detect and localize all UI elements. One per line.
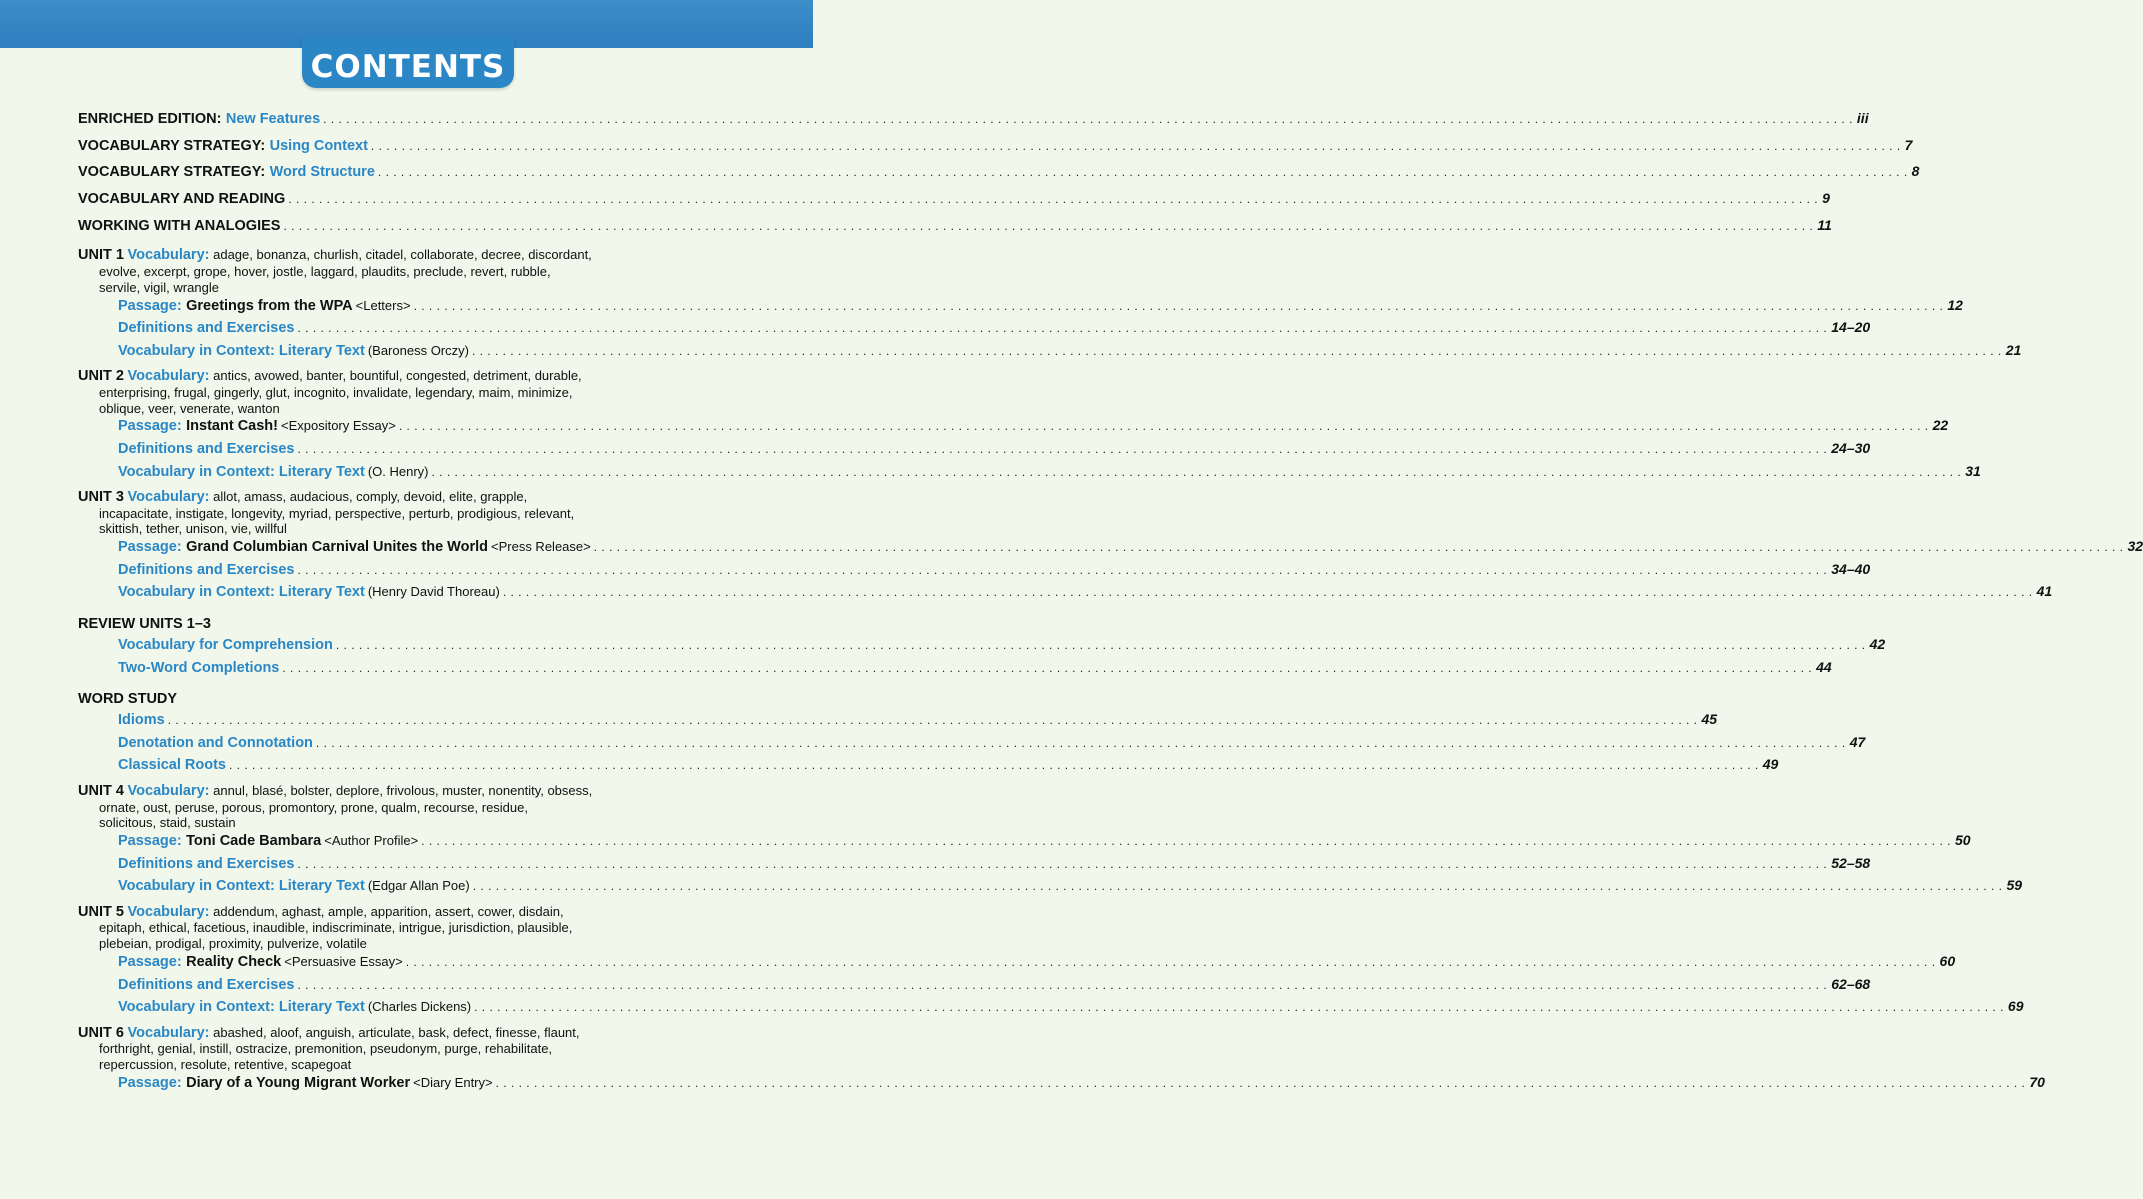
- passage-type: <Expository Essay>: [280, 418, 396, 434]
- context-author: (O. Henry): [367, 463, 429, 479]
- passage-label: Passage:: [118, 1074, 182, 1091]
- dot-leader: . . . . . . . . . . . . . . . . . . . . . . . . . . . . . . . . . . . . . . . . . . . . . . . . . . . . . . . . . . . . . . . . . . . . . . . . . . . . . . . . . . . . . . . . . . . . . . . . . . . . . . . . . . . . . . . . . . . . . . . . . . . . . . . . . . . . . . . . . . . . . . . . . . . . . . . . . . . . . . . . . . . . . . . . . . . . . . . . . . . . . . . . . . . . . . . . . . . . . . . .: [502, 585, 2033, 600]
- entry-caps: VOCABULARY STRATEGY:: [78, 137, 266, 154]
- passage-title: Instant Cash!: [186, 418, 278, 435]
- dot-leader: . . . . . . . . . . . . . . . . . . . . . . . . . . . . . . . . . . . . . . . . . . . . . . . . . . . . . . . . . . . . . . . . . . . . . . . . . . . . . . . . . . . . . . . . . . . . . . . . . . . . . . . . . . . . . . . . . . . . . . . . . . . . . . . . . . . . . . . . . . . . . . . . . . . . . . . . . . . . . . . . . . . . . . . . . . . . . . . . . . . . . . . . . . . . . . . . . . . . . . . .: [335, 638, 1866, 653]
- entry-label: Classical Roots: [118, 757, 226, 774]
- vocabulary-words: allot, amass, audacious, comply, devoid, elite, grapple,: [213, 489, 528, 505]
- page-number: 45: [1701, 711, 1718, 728]
- page-number: 12: [1947, 296, 1963, 313]
- unit-6: [78, 1024, 2045, 1097]
- vocabulary-words: abashed, aloof, anguish, articulate, bask, defect, finesse, flaunt,: [213, 1024, 580, 1040]
- page-number: 22: [1932, 417, 1949, 434]
- context-entry[interactable]: [78, 341, 2022, 365]
- definitions-label: Definitions and Exercises: [118, 976, 295, 993]
- page-number: 44: [1816, 658, 1832, 675]
- unit-heading: [78, 368, 750, 385]
- passage-entry[interactable]: [78, 832, 1971, 855]
- page-number: 60: [1939, 953, 1956, 969]
- dot-leader: . . . . . . . . . . . . . . . . . . . . . . . . . . . . . . . . . . . . . . . . . . . . . . . . . . . . . . . . . . . . . . . . . . . . . . . . . . . . . . . . . . . . . . . . . . . . . . . . . . . . . . . . . . . . . . . . . . . . . . . . . . . . . . . . . . . . . . . . . . . . . . . . . . . . . . . . . . . . . . . . . . . . . . . . . . . . . . . . . . . . . . . . . . . . . . . . . . . . . . . .: [405, 955, 1936, 969]
- context-label: Vocabulary in Context: Literary Text: [118, 584, 365, 601]
- definitions-label: Definitions and Exercises: [118, 561, 295, 578]
- vocabulary-words-continued: [78, 264, 750, 296]
- words-line: plebeian, prodigal, proximity, pulverize, volatile: [99, 936, 367, 952]
- dot-leader: . . . . . . . . . . . . . . . . . . . . . . . . . . . . . . . . . . . . . . . . . . . . . . . . . . . . . . . . . . . . . . . . . . . . . . . . . . . . . . . . . . . . . . . . . . . . . . . . . . . . . . . . . . . . . . . . . . . . . . . . . . . . . . . . . . . . . . . . . . . . . . . . . . . . . . . . . . . . . . . . . . . . . . . . . . . . . . . . . . . . . . . . . . . . . . . . . . . . . . . .: [283, 218, 1814, 233]
- entry-caps: VOCABULARY STRATEGY:: [78, 164, 266, 181]
- context-label: Vocabulary in Context: Literary Text: [118, 463, 365, 480]
- passage-type: <Diary Entry>: [413, 1074, 493, 1090]
- vocabulary-words-continued: [78, 385, 750, 417]
- page-number: 70: [2029, 1073, 2045, 1090]
- context-label: Vocabulary in Context: Literary Text: [118, 342, 365, 359]
- word-study-entry[interactable]: [78, 711, 1718, 734]
- definitions-label: Definitions and Exercises: [118, 855, 295, 872]
- entry-label: Idioms: [118, 712, 165, 729]
- toc-entry[interactable]: [78, 216, 1832, 244]
- dot-leader: . . . . . . . . . . . . . . . . . . . . . . . . . . . . . . . . . . . . . . . . . . . . . . . . . . . . . . . . . . . . . . . . . . . . . . . . . . . . . . . . . . . . . . . . . . . . . . . . . . . . . . . . . . . . . . . . . . . . . . . . . . . . . . . . . . . . . . . . . . . . . . . . . . . . . . . . . . . . . . . . . . . . . . . . . . . . . . . . . . . . . . . . . . . . . . . . . . . . . . . .: [297, 562, 1828, 577]
- context-author: (Baroness Orczy): [367, 342, 469, 358]
- words-line: servile, vigil, wrangle: [99, 279, 219, 295]
- unit-label: UNIT 1: [78, 247, 124, 264]
- page-number: 47: [1849, 733, 1866, 750]
- passage-title: Diary of a Young Migrant Worker: [186, 1074, 411, 1091]
- entry-caps: WORKING WITH ANALOGIES: [78, 217, 281, 234]
- dot-leader: . . . . . . . . . . . . . . . . . . . . . . . . . . . . . . . . . . . . . . . . . . . . . . . . . . . . . . . . . . . . . . . . . . . . . . . . . . . . . . . . . . . . . . . . . . . . . . . . . . . . . . . . . . . . . . . . . . . . . . . . . . . . . . . . . . . . . . . . . . . . . . . . . . . . . . . . . . . . . . . . . . . . . . . . . . . . . . . . . . . . . . . . . . . . . . . . . . . . . . . .: [297, 321, 1828, 336]
- unit-1: [78, 247, 2022, 364]
- vocabulary-label: Vocabulary:: [127, 783, 210, 800]
- unit-label: UNIT 6: [78, 1024, 124, 1041]
- definitions-label: Definitions and Exercises: [118, 441, 295, 457]
- passage-type: <Letters>: [355, 297, 411, 313]
- dot-leader: . . . . . . . . . . . . . . . . . . . . . . . . . . . . . . . . . . . . . . . . . . . . . . . . . . . . . . . . . . . . . . . . . . . . . . . . . . . . . . . . . . . . . . . . . . . . . . . . . . . . . . . . . . . . . . . . . . . . . . . . . . . . . . . . . . . . . . . . . . . . . . . . . . . . . . . . . . . . . . . . . . . . . . . . . . . . . . . . . . . . . . . . . . . . . . . . . . . . . . . .: [474, 1000, 2004, 1015]
- context-entry[interactable]: [78, 998, 2024, 1021]
- dot-leader: . . . . . . . . . . . . . . . . . . . . . . . . . . . . . . . . . . . . . . . . . . . . . . . . . . . . . . . . . . . . . . . . . . . . . . . . . . . . . . . . . . . . . . . . . . . . . . . . . . . . . . . . . . . . . . . . . . . . . . . . . . . . . . . . . . . . . . . . . . . . . . . . . . . . . . . . . . . . . . . . . . . . . . . . . . . . . . . . . . . . . . . . . . . . . . . . . . . . . . . .: [297, 977, 1828, 992]
- page-number: 59: [2006, 877, 2023, 894]
- context-entry[interactable]: [78, 877, 2023, 900]
- unit-label: UNIT 3: [78, 489, 124, 506]
- words-line: skittish, tether, unison, vie, willful: [99, 521, 287, 537]
- page-number: 8: [1911, 163, 1920, 180]
- unit-heading: [78, 489, 750, 506]
- page-number: 24–30: [1831, 440, 1871, 456]
- words-line: forthright, genial, instill, ostracize, premonition, pseudonym, purge, rehabilitate,: [99, 1041, 553, 1057]
- page-number: 31: [1965, 462, 1981, 479]
- context-entry[interactable]: [78, 462, 1981, 486]
- vocabulary-label: Vocabulary:: [127, 1024, 210, 1041]
- unit-label: UNIT 4: [78, 783, 124, 800]
- definitions-entry[interactable]: [78, 854, 1871, 878]
- toc-entry[interactable]: [78, 110, 1869, 137]
- context-label: Vocabulary in Context: Literary Text: [118, 999, 365, 1016]
- dot-leader: . . . . . . . . . . . . . . . . . . . . . . . . . . . . . . . . . . . . . . . . . . . . . . . . . . . . . . . . . . . . . . . . . . . . . . . . . . . . . . . . . . . . . . . . . . . . . . . . . . . . . . . . . . . . . . . . . . . . . . . . . . . . . . . . . . . . . . . . . . . . . . . . . . . . . . . . . . . . . . . . . . . . . . . . . . . . . . . . . . . . . . . . . . . . . . . . . . . . . . . .: [370, 138, 1901, 153]
- passage-title: Toni Cade Bambara: [186, 833, 322, 850]
- dot-leader: . . . . . . . . . . . . . . . . . . . . . . . . . . . . . . . . . . . . . . . . . . . . . . . . . . . . . . . . . . . . . . . . . . . . . . . . . . . . . . . . . . . . . . . . . . . . . . . . . . . . . . . . . . . . . . . . . . . . . . . . . . . . . . . . . . . . . . . . . . . . . . . . . . . . . . . . . . . . . . . . . . . . . . . . . . . . . . . . . . . . . . . . . . . . . . . . . . . . . . . .: [282, 660, 1813, 675]
- words-line: incapacitate, instigate, longevity, myriad, perspective, perturb, prodigious, relevant,: [99, 505, 575, 521]
- dot-leader: . . . . . . . . . . . . . . . . . . . . . . . . . . . . . . . . . . . . . . . . . . . . . . . . . . . . . . . . . . . . . . . . . . . . . . . . . . . . . . . . . . . . . . . . . . . . . . . . . . . . . . . . . . . . . . . . . . . . . . . . . . . . . . . . . . . . . . . . . . . . . . . . . . . . . . . . . . . . . . . . . . . . . . . . . . . . . . . . . . . . . . . . . . . . . . . . . . . . . . . .: [288, 192, 1819, 207]
- passage-entry[interactable]: [78, 1073, 2045, 1097]
- words-line: enterprising, frugal, gingerly, glut, incognito, invalidate, legendary, maim, minimize,: [99, 384, 573, 400]
- unit-heading: [78, 247, 750, 264]
- definitions-entry[interactable]: [78, 319, 1871, 342]
- passage-label: Passage:: [118, 539, 182, 556]
- dot-leader: . . . . . . . . . . . . . . . . . . . . . . . . . . . . . . . . . . . . . . . . . . . . . . . . . . . . . . . . . . . . . . . . . . . . . . . . . . . . . . . . . . . . . . . . . . . . . . . . . . . . . . . . . . . . . . . . . . . . . . . . . . . . . . . . . . . . . . . . . . . . . . . . . . . . . . . . . . . . . . . . . . . . . . . . . . . . . . . . . . . . . . . . . . . . . . . . . . . . . . . .: [471, 343, 2002, 358]
- vocabulary-words: addendum, aghast, ample, apparition, assert, cower, disdain,: [213, 903, 564, 919]
- dot-leader: . . . . . . . . . . . . . . . . . . . . . . . . . . . . . . . . . . . . . . . . . . . . . . . . . . . . . . . . . . . . . . . . . . . . . . . . . . . . . . . . . . . . . . . . . . . . . . . . . . . . . . . . . . . . . . . . . . . . . . . . . . . . . . . . . . . . . . . . . . . . . . . . . . . . . . . . . . . . . . . . . . . . . . . . . . . . . . . . . . . . . . . . . . . . . . . . . . . . . . . .: [472, 879, 2003, 894]
- review-entry[interactable]: [78, 658, 1832, 682]
- passage-type: <Author Profile>: [324, 833, 419, 849]
- context-entry[interactable]: [78, 583, 2053, 606]
- dot-leader: . . . . . . . . . . . . . . . . . . . . . . . . . . . . . . . . . . . . . . . . . . . . . . . . . . . . . . . . . . . . . . . . . . . . . . . . . . . . . . . . . . . . . . . . . . . . . . . . . . . . . . . . . . . . . . . . . . . . . . . . . . . . . . . . . . . . . . . . . . . . . . . . . . . . . . . . . . . . . . . . . . . . . . . . . . . . . . . . . . . . . . . . . . . . . . . . . . . . . . . .: [167, 713, 1698, 728]
- vocabulary-words-continued: [78, 800, 750, 832]
- unit-2: [78, 368, 1981, 485]
- dot-leader: . . . . . . . . . . . . . . . . . . . . . . . . . . . . . . . . . . . . . . . . . . . . . . . . . . . . . . . . . . . . . . . . . . . . . . . . . . . . . . . . . . . . . . . . . . . . . . . . . . . . . . . . . . . . . . . . . . . . . . . . . . . . . . . . . . . . . . . . . . . . . . . . . . . . . . . . . . . . . . . . . . . . . . . . . . . . . . . . . . . . . . . . . . . . . . . . . . . . . . . .: [495, 1075, 2026, 1090]
- review-entry[interactable]: [78, 636, 1886, 659]
- page-number: 50: [1954, 832, 1971, 849]
- passage-entry[interactable]: [78, 417, 1949, 440]
- toc-entry[interactable]: [78, 163, 1920, 190]
- dot-leader: . . . . . . . . . . . . . . . . . . . . . . . . . . . . . . . . . . . . . . . . . . . . . . . . . . . . . . . . . . . . . . . . . . . . . . . . . . . . . . . . . . . . . . . . . . . . . . . . . . . . . . . . . . . . . . . . . . . . . . . . . . . . . . . . . . . . . . . . . . . . . . . . . . . . . . . . . . . . . . . . . . . . . . . . . . . . . . . . . . . . . . . . . . . . . . . . . . . . . . . .: [593, 540, 2124, 555]
- entry-link: New Features: [225, 111, 321, 127]
- unit-4: [78, 783, 2023, 900]
- vocabulary-words-continued: [78, 506, 750, 538]
- dot-leader: . . . . . . . . . . . . . . . . . . . . . . . . . . . . . . . . . . . . . . . . . . . . . . . . . . . . . . . . . . . . . . . . . . . . . . . . . . . . . . . . . . . . . . . . . . . . . . . . . . . . . . . . . . . . . . . . . . . . . . . . . . . . . . . . . . . . . . . . . . . . . . . . . . . . . . . . . . . . . . . . . . . . . . . . . . . . . . . . . . . . . . . . . . . . . . . . . . . . . . . .: [229, 758, 1759, 773]
- unit-label: UNIT 5: [78, 903, 124, 920]
- vocabulary-label: Vocabulary:: [127, 489, 210, 506]
- vocabulary-label: Vocabulary:: [127, 368, 210, 385]
- page-number: 21: [2005, 341, 2022, 358]
- page-number: iii: [1856, 110, 1869, 126]
- unit-heading: [78, 783, 750, 800]
- entry-link: Word Structure: [269, 164, 375, 181]
- passage-label: Passage:: [118, 297, 182, 314]
- word-study-heading: WORD STUDY: [78, 691, 178, 708]
- page-number: 32: [2127, 538, 2143, 555]
- passage-entry[interactable]: [78, 538, 2143, 561]
- context-author: (Edgar Allan Poe): [367, 878, 470, 894]
- unit-3: [78, 489, 2143, 606]
- dot-leader: . . . . . . . . . . . . . . . . . . . . . . . . . . . . . . . . . . . . . . . . . . . . . . . . . . . . . . . . . . . . . . . . . . . . . . . . . . . . . . . . . . . . . . . . . . . . . . . . . . . . . . . . . . . . . . . . . . . . . . . . . . . . . . . . . . . . . . . . . . . . . . . . . . . . . . . . . . . . . . . . . . . . . . . . . . . . . . . . . . . . . . . . . . . . . . . . . . . . . . . .: [323, 112, 1853, 126]
- passage-label: Passage:: [118, 418, 182, 435]
- page-number: 7: [1904, 136, 1913, 153]
- page-number: 9: [1822, 190, 1830, 207]
- definitions-entry[interactable]: [78, 975, 1871, 999]
- definitions-label: Definitions and Exercises: [118, 320, 295, 337]
- passage-entry[interactable]: [78, 296, 1963, 320]
- page-number: 34–40: [1831, 560, 1871, 577]
- page-number: 49: [1762, 756, 1779, 773]
- word-study-entry[interactable]: [78, 733, 1866, 757]
- dot-leader: . . . . . . . . . . . . . . . . . . . . . . . . . . . . . . . . . . . . . . . . . . . . . . . . . . . . . . . . . . . . . . . . . . . . . . . . . . . . . . . . . . . . . . . . . . . . . . . . . . . . . . . . . . . . . . . . . . . . . . . . . . . . . . . . . . . . . . . . . . . . . . . . . . . . . . . . . . . . . . . . . . . . . . . . . . . . . . . . . . . . . . . . . . . . . . . . . . . . . . . .: [398, 419, 1929, 434]
- toc-entry[interactable]: [78, 136, 1913, 164]
- entry-caps: VOCABULARY AND READING: [78, 191, 286, 208]
- words-line: oblique, veer, venerate, wanton: [99, 400, 280, 416]
- passage-title: Grand Columbian Carnival Unites the World: [186, 539, 488, 556]
- context-label: Vocabulary in Context: Literary Text: [118, 878, 365, 895]
- vocabulary-words: antics, avowed, banter, bountiful, congested, detriment, durable,: [213, 368, 582, 384]
- passage-title: Reality Check: [186, 954, 282, 970]
- words-line: ornate, oust, peruse, porous, promontory, prone, qualm, recourse, residue,: [99, 799, 528, 815]
- page-number: 69: [2007, 998, 2024, 1015]
- words-line: repercussion, resolute, retentive, scapegoat: [99, 1057, 352, 1073]
- definitions-entry[interactable]: [78, 560, 1871, 584]
- table-of-contents: [78, 110, 2143, 1096]
- dot-leader: . . . . . . . . . . . . . . . . . . . . . . . . . . . . . . . . . . . . . . . . . . . . . . . . . . . . . . . . . . . . . . . . . . . . . . . . . . . . . . . . . . . . . . . . . . . . . . . . . . . . . . . . . . . . . . . . . . . . . . . . . . . . . . . . . . . . . . . . . . . . . . . . . . . . . . . . . . . . . . . . . . . . . . . . . . . . . . . . . . . . . . . . . . . . . . . . . . . . . . . .: [315, 735, 1846, 750]
- words-line: evolve, excerpt, grope, hover, jostle, laggard, plaudits, preclude, revert, rubble,: [99, 263, 551, 279]
- page-number: 14–20: [1831, 319, 1871, 336]
- contents-banner: [302, 38, 514, 88]
- toc-entry[interactable]: [78, 190, 1830, 217]
- word-study-entry[interactable]: [78, 756, 1779, 779]
- vocabulary-words: annul, blasé, bolster, deplore, frivolous, muster, nonentity, obsess,: [213, 783, 593, 799]
- dot-leader: . . . . . . . . . . . . . . . . . . . . . . . . . . . . . . . . . . . . . . . . . . . . . . . . . . . . . . . . . . . . . . . . . . . . . . . . . . . . . . . . . . . . . . . . . . . . . . . . . . . . . . . . . . . . . . . . . . . . . . . . . . . . . . . . . . . . . . . . . . . . . . . . . . . . . . . . . . . . . . . . . . . . . . . . . . . . . . . . . . . . . . . . . . . . . . . . . . . . . . . .: [377, 165, 1908, 180]
- definitions-entry[interactable]: [78, 440, 1871, 463]
- unit-heading: [78, 1025, 750, 1042]
- entry-label: Denotation and Connotation: [118, 734, 313, 751]
- page-number: 42: [1869, 636, 1886, 653]
- context-author: (Henry David Thoreau): [367, 584, 500, 600]
- unit-heading: [78, 904, 750, 921]
- context-author: (Charles Dickens): [367, 999, 472, 1015]
- dot-leader: . . . . . . . . . . . . . . . . . . . . . . . . . . . . . . . . . . . . . . . . . . . . . . . . . . . . . . . . . . . . . . . . . . . . . . . . . . . . . . . . . . . . . . . . . . . . . . . . . . . . . . . . . . . . . . . . . . . . . . . . . . . . . . . . . . . . . . . . . . . . . . . . . . . . . . . . . . . . . . . . . . . . . . . . . . . . . . . . . . . . . . . . . . . . . . . . . . . . . . . .: [297, 442, 1828, 456]
- page-number: 62–68: [1831, 975, 1871, 992]
- page-number: 41: [2036, 583, 2053, 600]
- unit-5: [78, 903, 2024, 1021]
- vocabulary-words: adage, bonanza, churlish, citadel, collaborate, decree, discordant,: [213, 247, 592, 263]
- vocabulary-label: Vocabulary:: [127, 903, 210, 920]
- passage-label: Passage:: [118, 833, 182, 850]
- passage-type: <Persuasive Essay>: [284, 954, 403, 969]
- entry-caps: ENRICHED EDITION:: [78, 111, 222, 127]
- entry-label: Two-Word Completions: [118, 659, 280, 676]
- vocabulary-words-continued: [78, 920, 750, 952]
- page-number: 52–58: [1831, 854, 1871, 871]
- review-heading: REVIEW UNITS 1–3: [78, 616, 211, 633]
- page-title: CONTENTS: [310, 49, 506, 85]
- words-line: solicitous, staid, sustain: [99, 815, 236, 831]
- words-line: epitaph, ethical, facetious, inaudible, indiscriminate, intrigue, jurisdiction, plausible,: [99, 920, 573, 936]
- vocabulary-words-continued: [78, 1041, 750, 1073]
- entry-link: Using Context: [269, 137, 368, 154]
- unit-label: UNIT 2: [78, 368, 124, 385]
- passage-entry[interactable]: [78, 953, 1956, 976]
- passage-label: Passage:: [118, 954, 182, 970]
- dot-leader: . . . . . . . . . . . . . . . . . . . . . . . . . . . . . . . . . . . . . . . . . . . . . . . . . . . . . . . . . . . . . . . . . . . . . . . . . . . . . . . . . . . . . . . . . . . . . . . . . . . . . . . . . . . . . . . . . . . . . . . . . . . . . . . . . . . . . . . . . . . . . . . . . . . . . . . . . . . . . . . . . . . . . . . . . . . . . . . . . . . . . . . . . . . . . . . . . . . . . . . .: [431, 464, 1962, 479]
- dot-leader: . . . . . . . . . . . . . . . . . . . . . . . . . . . . . . . . . . . . . . . . . . . . . . . . . . . . . . . . . . . . . . . . . . . . . . . . . . . . . . . . . . . . . . . . . . . . . . . . . . . . . . . . . . . . . . . . . . . . . . . . . . . . . . . . . . . . . . . . . . . . . . . . . . . . . . . . . . . . . . . . . . . . . . . . . . . . . . . . . . . . . . . . . . . . . . . . . . . . . . . .: [413, 298, 1944, 313]
- page-number: 11: [1817, 216, 1832, 233]
- dot-leader: . . . . . . . . . . . . . . . . . . . . . . . . . . . . . . . . . . . . . . . . . . . . . . . . . . . . . . . . . . . . . . . . . . . . . . . . . . . . . . . . . . . . . . . . . . . . . . . . . . . . . . . . . . . . . . . . . . . . . . . . . . . . . . . . . . . . . . . . . . . . . . . . . . . . . . . . . . . . . . . . . . . . . . . . . . . . . . . . . . . . . . . . . . . . . . . . . . . . . . . .: [297, 856, 1828, 871]
- vocabulary-label: Vocabulary:: [127, 247, 210, 264]
- passage-title: Greetings from the WPA: [186, 297, 353, 314]
- passage-type: <Press Release>: [491, 539, 591, 555]
- dot-leader: . . . . . . . . . . . . . . . . . . . . . . . . . . . . . . . . . . . . . . . . . . . . . . . . . . . . . . . . . . . . . . . . . . . . . . . . . . . . . . . . . . . . . . . . . . . . . . . . . . . . . . . . . . . . . . . . . . . . . . . . . . . . . . . . . . . . . . . . . . . . . . . . . . . . . . . . . . . . . . . . . . . . . . . . . . . . . . . . . . . . . . . . . . . . . . . . . . . . . . . .: [421, 834, 1951, 849]
- entry-label: Vocabulary for Comprehension: [118, 637, 333, 654]
